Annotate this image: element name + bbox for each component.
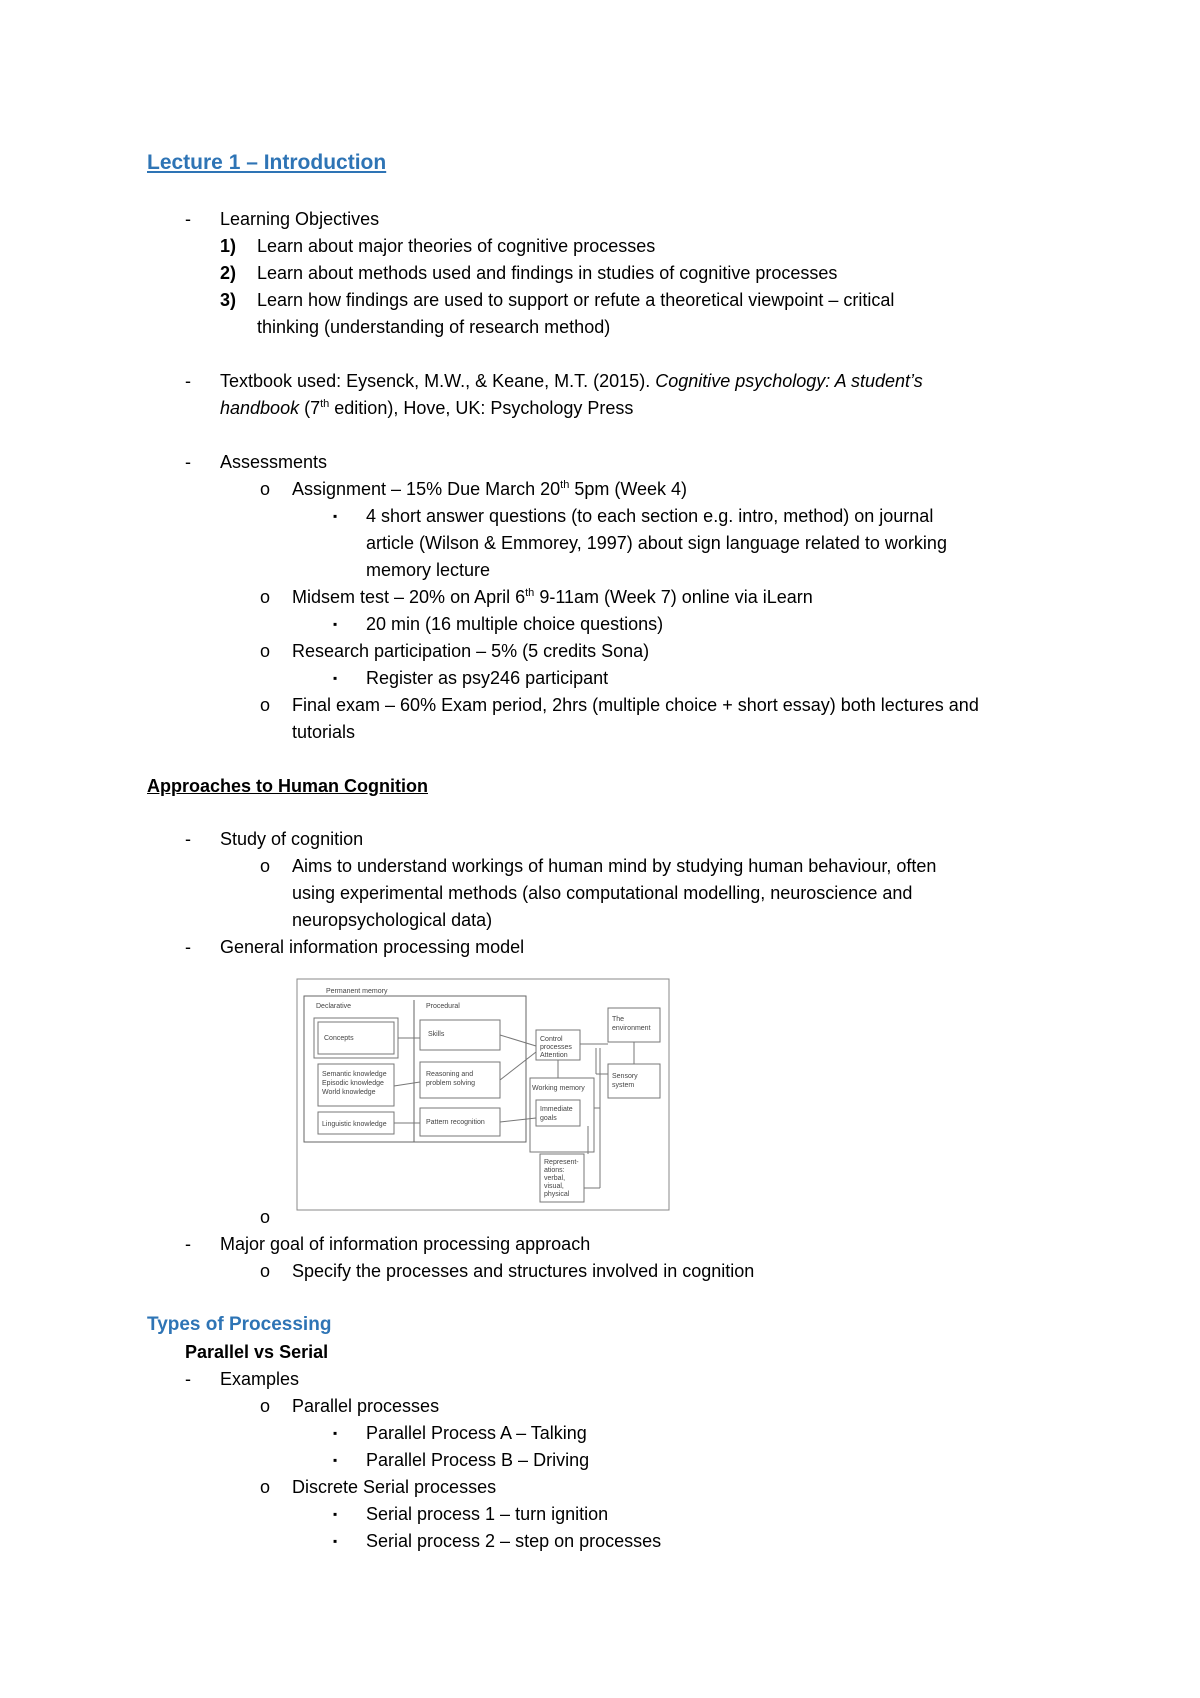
diagram-rep-5: physical xyxy=(544,1191,570,1198)
circle-bullet: o xyxy=(260,856,271,876)
diagram-control-1: Control xyxy=(540,1036,563,1043)
assignment-pre: Assignment – 15% Due March 20 xyxy=(292,479,561,499)
page-title: Lecture 1 – Introduction xyxy=(147,151,387,174)
circle-bullet: o xyxy=(260,479,271,499)
diagram-declarative: Declarative xyxy=(316,1003,352,1010)
square-bullet: ▪ xyxy=(333,1453,338,1467)
circle-bullet: o xyxy=(260,1396,271,1416)
textbook-line-2 xyxy=(220,395,633,421)
serial-process-2: Serial process 2 – step on processes xyxy=(366,1531,662,1551)
midsem-detail: 20 min (16 multiple choice questions) xyxy=(366,614,664,634)
square-bullet: ▪ xyxy=(333,671,338,685)
textbook-edition-sup: th xyxy=(320,398,330,410)
general-model-label: General information processing model xyxy=(220,937,525,957)
diagram-concepts: Concepts xyxy=(324,1035,354,1042)
midsem-sup: th xyxy=(525,587,535,599)
dash-bullet: - xyxy=(185,209,191,229)
diagram-immediate-2: goals xyxy=(540,1115,557,1122)
assignment-detail: article (Wilson & Emmorey, 1997) about sign language related to working xyxy=(366,533,947,553)
assignment-sup: th xyxy=(560,479,570,491)
diagram-rep-4: visual, xyxy=(544,1183,564,1190)
assignment-post: 5pm (Week 4) xyxy=(569,479,688,499)
diagram-env-1: The xyxy=(612,1016,625,1023)
objective-text-continued: thinking (understanding of research method) xyxy=(257,317,611,337)
diagram-sensory-1: Sensory xyxy=(612,1073,638,1080)
assignment-line xyxy=(292,476,687,502)
diagram-semantic: Semantic knowledge xyxy=(322,1071,387,1078)
diagram-pattern: Pattern recognition xyxy=(426,1119,485,1126)
objective-number: 2) xyxy=(220,263,237,283)
square-bullet: ▪ xyxy=(333,617,338,631)
specify-processes: Specify the processes and structures involved in cognition xyxy=(292,1261,755,1281)
diagram-rep-1: Represent- xyxy=(544,1159,579,1166)
diagram-rep-3: verbal, xyxy=(544,1175,566,1182)
serial-processes: Discrete Serial processes xyxy=(292,1477,497,1497)
approaches-heading: Approaches to Human Cognition xyxy=(147,776,428,796)
square-bullet: ▪ xyxy=(333,509,338,523)
assessments-heading: Assessments xyxy=(220,452,328,472)
circle-bullet: o xyxy=(260,1261,271,1281)
dash-bullet: - xyxy=(185,371,191,391)
diagram-reasoning-2: problem solving xyxy=(426,1080,476,1087)
information-processing-diagram xyxy=(296,978,670,1211)
diagram-control-3: Attention xyxy=(540,1052,568,1059)
diagram-control-2: processes xyxy=(540,1044,572,1051)
circle-bullet: o xyxy=(260,587,271,607)
midsem-post: 9-11am (Week 7) online via iLearn xyxy=(534,587,813,607)
study-of-cognition: Study of cognition xyxy=(220,829,364,849)
aims-line: Aims to understand workings of human mind by studying human behaviour, often xyxy=(292,856,937,876)
diagram-rep-2: ations: xyxy=(544,1167,565,1174)
objective-number: 3) xyxy=(220,290,237,310)
diagram-world: World knowledge xyxy=(322,1089,376,1096)
textbook-line-1 xyxy=(220,368,923,394)
parallel-process-a: Parallel Process A – Talking xyxy=(366,1423,587,1443)
textbook-prefix: Textbook used: Eysenck, M.W., & Keane, M.T. (2015). xyxy=(220,371,656,391)
parallel-processes: Parallel processes xyxy=(292,1396,440,1416)
research-detail: Register as psy246 participant xyxy=(366,668,609,688)
diagram-linguistic: Linguistic knowledge xyxy=(322,1121,387,1128)
aims-line: neuropsychological data) xyxy=(292,910,493,930)
textbook-title-part1: Cognitive psychology: A student’s xyxy=(655,371,923,391)
circle-bullet: o xyxy=(260,1207,271,1227)
dash-bullet: - xyxy=(185,1369,191,1389)
diagram-reasoning-1: Reasoning and xyxy=(426,1071,474,1078)
dash-bullet: - xyxy=(185,829,191,849)
parallel-process-b: Parallel Process B – Driving xyxy=(366,1450,590,1470)
square-bullet: ▪ xyxy=(333,1534,338,1548)
objective-text: Learn how findings are used to support or refute a theoretical viewpoint – critical xyxy=(257,290,895,310)
square-bullet: ▪ xyxy=(333,1507,338,1521)
diagram-sensory-2: system xyxy=(612,1082,635,1089)
dash-bullet: - xyxy=(185,452,191,472)
diagram-immediate-1: Immediate xyxy=(540,1106,573,1113)
circle-bullet: o xyxy=(260,695,271,715)
objective-text: Learn about major theories of cognitive processes xyxy=(257,236,656,256)
objectives-heading: Learning Objectives xyxy=(220,209,380,229)
major-goal: Major goal of information processing approach xyxy=(220,1234,591,1254)
aims-line: using experimental methods (also computational modelling, neuroscience and xyxy=(292,883,913,903)
dash-bullet: - xyxy=(185,937,191,957)
circle-bullet: o xyxy=(260,641,271,661)
diagram-skills: Skills xyxy=(428,1031,445,1038)
midsem-line xyxy=(292,584,813,610)
assignment-detail: memory lecture xyxy=(366,560,491,580)
diagram-env-2: environment xyxy=(612,1025,651,1032)
diagram-procedural: Procedural xyxy=(426,1003,460,1010)
types-subheading: Parallel vs Serial xyxy=(185,1342,329,1362)
textbook-title-part2: handbook xyxy=(220,398,300,418)
serial-process-1: Serial process 1 – turn ignition xyxy=(366,1504,609,1524)
textbook-edition-pre: (7 xyxy=(299,398,321,418)
midsem-pre: Midsem test – 20% on April 6 xyxy=(292,587,526,607)
square-bullet: ▪ xyxy=(333,1426,338,1440)
circle-bullet: o xyxy=(260,1477,271,1497)
textbook-edition-post: edition), Hove, UK: Psychology Press xyxy=(329,398,634,418)
assignment-detail: 4 short answer questions (to each section e.g. intro, method) on journal xyxy=(366,506,934,526)
objective-text: Learn about methods used and findings in studies of cognitive processes xyxy=(257,263,838,283)
diagram-permanent-memory: Permanent memory xyxy=(326,988,388,995)
examples-label: Examples xyxy=(220,1369,300,1389)
types-heading: Types of Processing xyxy=(147,1314,332,1335)
final-exam-line: Final exam – 60% Exam period, 2hrs (multiple choice + short essay) both lectures and xyxy=(292,695,979,715)
diagram-episodic: Episodic knowledge xyxy=(322,1080,384,1087)
final-exam-line: tutorials xyxy=(292,722,356,742)
objective-number: 1) xyxy=(220,236,237,256)
diagram-working-memory: Working memory xyxy=(532,1085,585,1092)
dash-bullet: - xyxy=(185,1234,191,1254)
research-line: Research participation – 5% (5 credits Sona) xyxy=(292,641,650,661)
